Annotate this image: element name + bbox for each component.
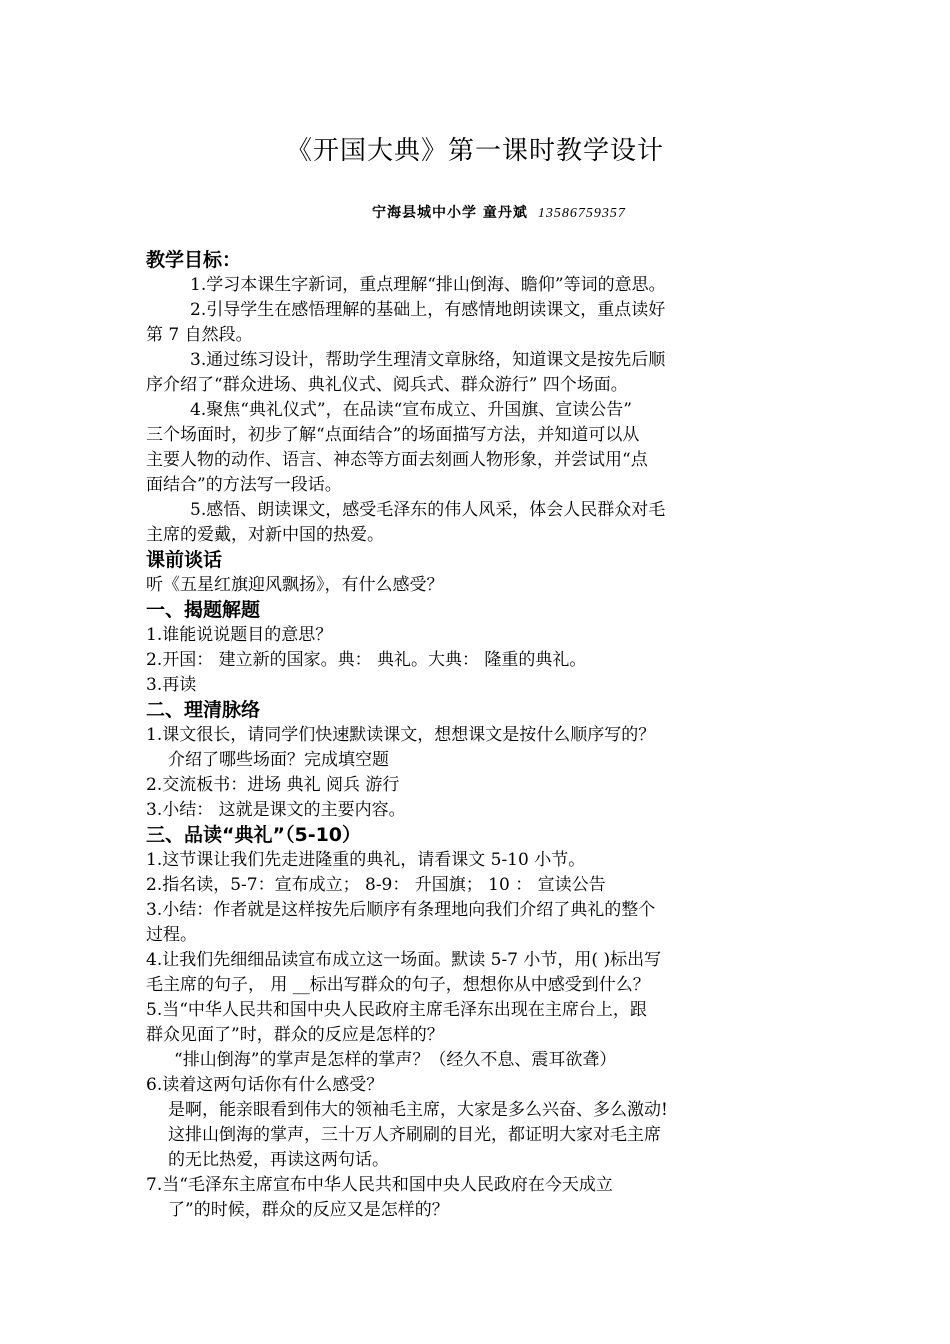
part3-line: 1.这节课让我们先走进隆重的典礼，请看课文 5-10 小节。 bbox=[146, 850, 586, 870]
author-line bbox=[372, 202, 626, 222]
pretalk-line: 听《五星红旗迎风飘扬》，有什么感受？ bbox=[146, 575, 444, 595]
objective-line: 第 7 自然段。 bbox=[146, 325, 253, 345]
part3-line: 5.当“中华人民共和国中央人民政府主席毛泽东出现在主席台上，跟 bbox=[146, 1000, 647, 1020]
part1-line: 3.再读 bbox=[146, 675, 197, 695]
objective-line: 序介绍了“群众进场、典礼仪式、阅兵式、群众游行” 四个场面。 bbox=[146, 375, 628, 395]
part3-line: 4.让我们先细细品读宣布成立这一场面。默读 5-7 小节，用( )标出写 bbox=[146, 950, 662, 970]
part2-line: 2.交流板书：进场 典礼 阅兵 游行 bbox=[146, 775, 400, 795]
part3-line: “排山倒海”的掌声是怎样的掌声？（经久不息、震耳欲聋） bbox=[174, 1050, 617, 1070]
part1-line: 2.开国： 建立新的国家。典： 典礼。大典： 隆重的典礼。 bbox=[146, 650, 587, 670]
part3-line: 群众见面了”时，群众的反应是怎样的？ bbox=[146, 1025, 444, 1045]
part3-line: 的无比热爱，再读这两句话。 bbox=[168, 1150, 389, 1170]
section-heading-pretalk: 课前谈话 bbox=[146, 549, 223, 571]
objective-line: 4.聚焦“典礼仪式”，在品读“宣布成立、升国旗、宣读公告” bbox=[190, 400, 632, 420]
part3-line: 了”的时候，群众的反应又是怎样的？ bbox=[168, 1200, 449, 1220]
author-phone: 13586759357 bbox=[537, 206, 626, 221]
objective-line: 1.学习本课生字新词，重点理解“排山倒海、瞻仰”等词的意思。 bbox=[190, 275, 666, 295]
part3-line: 是啊，能亲眼看到伟大的领袖毛主席，大家是多么兴奋、多么激动! bbox=[168, 1100, 668, 1120]
objective-line: 主要人物的动作、语言、神态等方面去刻画人物形象，并尝试用“点 bbox=[146, 450, 648, 470]
part3-line: 毛主席的句子， 用 __标出写群众的句子，想想你从中感受到什么？ bbox=[146, 975, 650, 995]
objective-line: 2.引导学生在感悟理解的基础上，有感情地朗读课文，重点读好 bbox=[190, 300, 666, 320]
part3-line: 6.读着这两句话你有什么感受？ bbox=[146, 1075, 384, 1095]
section-heading-objectives: 教学目标： bbox=[146, 249, 242, 271]
section-heading-part3: 三、品读“典礼”（5-10） bbox=[146, 824, 362, 846]
part3-line: 这排山倒海的掌声，三十万人齐刷刷的目光，都证明大家对毛主席 bbox=[168, 1125, 661, 1145]
part3-line: 过程。 bbox=[146, 925, 197, 945]
part3-line: 7.当“毛泽东主席宣布中华人民共和国中央人民政府在今天成立 bbox=[146, 1175, 613, 1195]
objective-line: 主席的爱戴，对新中国的热爱。 bbox=[146, 525, 384, 545]
objective-line: 三个场面时，初步了解“点面结合”的场面描写方法，并知道可以从 bbox=[146, 425, 640, 445]
part1-line: 1.谁能说说题目的意思？ bbox=[146, 625, 333, 645]
section-heading-part2: 二、理清脉络 bbox=[146, 699, 261, 721]
part2-line: 3.小结： 这就是课文的主要内容。 bbox=[146, 800, 406, 820]
section-heading-part1: 一、揭题解题 bbox=[146, 599, 261, 621]
page-title: 《开国大典》第一课时教学设计 bbox=[285, 136, 664, 166]
part2-line: 1.课文很长，请同学们快速默读课文，想想课文是按什么顺序写的？ bbox=[146, 725, 656, 745]
objective-line: 3.通过练习设计，帮助学生理清文章脉络，知道课文是按先后顺 bbox=[190, 350, 666, 370]
objective-line: 面结合”的方法写一段话。 bbox=[146, 475, 342, 495]
part2-line: 介绍了哪些场面？完成填空题 bbox=[168, 750, 389, 770]
document-body bbox=[146, 248, 816, 1223]
objective-line: 5.感悟、朗读课文，感受毛泽东的伟人风采，体会人民群众对毛 bbox=[190, 500, 666, 520]
part3-line: 3.小结：作者就是这样按先后顺序有条理地向我们介绍了典礼的整个 bbox=[146, 900, 656, 920]
part3-line: 2.指名读，5-7：宣布成立； 8-9： 升国旗； 10 ： 宣读公告 bbox=[146, 875, 606, 895]
author-school-name: 宁海县城中小学 童丹斌 bbox=[372, 205, 528, 221]
